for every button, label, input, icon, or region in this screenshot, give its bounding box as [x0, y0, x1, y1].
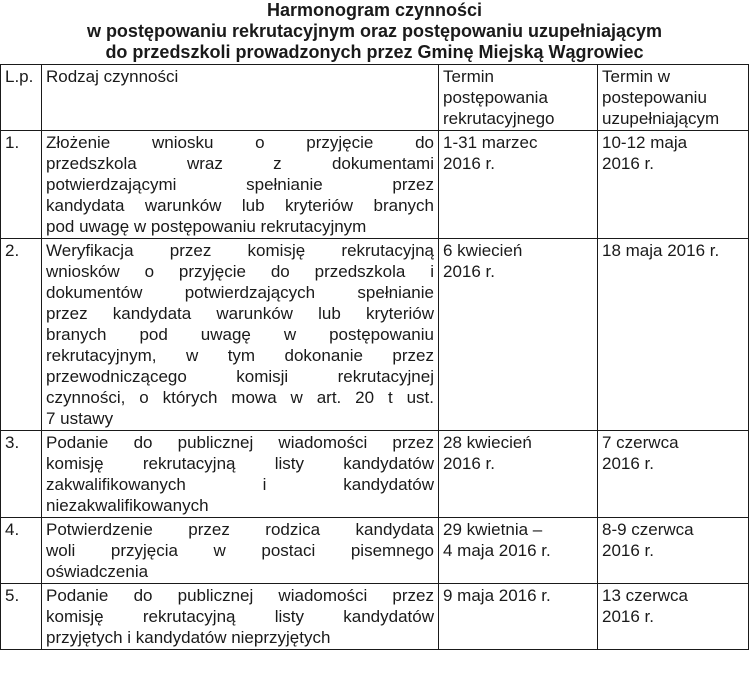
termin-uzupelniajacy: 13 czerwca 2016 r. — [598, 584, 749, 650]
description-line: przedszkola wraz z dokumentami — [46, 154, 434, 173]
activity-description — [42, 584, 439, 650]
description-line: Potwierdzenie przez rodzica kandydata — [46, 520, 434, 539]
row-number: 3. — [1, 431, 42, 518]
description-line: pod uwagę w postępowaniu rekrutacyjnym — [46, 217, 367, 236]
termin-rekrutacyjny: 6 kwiecień 2016 r. — [439, 239, 598, 431]
description-line: czynności, o których mowa w art. 20 t ust. — [46, 388, 434, 407]
description-line: rekrutacyjnym, w tym dokonanie przez — [46, 346, 434, 365]
description-line: Podanie do publicznej wiadomości przez — [46, 433, 434, 452]
description-line: potwierdzającymi spełnianie przez — [46, 175, 434, 194]
termin-rekrutacyjny: 28 kwiecień 2016 r. — [439, 431, 598, 518]
description-line: Złożenie wniosku o przyjęcie do — [46, 133, 434, 152]
description-line: Weryfikacja przez komisję rekrutacyjną — [46, 241, 434, 260]
row-number: 1. — [1, 131, 42, 239]
termin-uzupelniajacy: 7 czerwca 2016 r. — [598, 431, 749, 518]
description-line: zakwalifikowanych i kandydatów — [46, 475, 434, 494]
activity-description — [42, 431, 439, 518]
description-line: wniosków o przyjęcie do przedszkola i — [46, 262, 434, 281]
table-row — [1, 239, 749, 431]
description-line: komisję rekrutacyjną listy kandydatów — [46, 607, 434, 626]
termin-rekrutacyjny: 29 kwietnia – 4 maja 2016 r. — [439, 518, 598, 584]
title-line-2: w postępowaniu rekrutacyjnym oraz postępowaniu uzupełniającym — [86, 21, 663, 41]
table-row — [1, 431, 749, 518]
description-line: branych pod uwagę w postępowaniu — [46, 325, 434, 344]
table-row — [1, 131, 749, 239]
table-row — [1, 584, 749, 650]
header-lp: L.p. — [1, 65, 42, 131]
header-termin-rekrutacyjny: Termin postępowania rekrutacyjnego — [439, 65, 598, 131]
title-line-1: Harmonogram czynności — [266, 0, 483, 20]
row-number: 2. — [1, 239, 42, 431]
table-header-row — [1, 65, 749, 131]
termin-uzupelniajacy: 10-12 maja 2016 r. — [598, 131, 749, 239]
description-line: przez kandydata warunków lub kryteriów — [46, 304, 434, 323]
description-line: oświadczenia — [46, 562, 149, 581]
termin-uzupelniajacy: 18 maja 2016 r. — [598, 239, 749, 431]
header-rodzaj: Rodzaj czynności — [42, 65, 439, 131]
header-termin-uzupelniajacy: Termin w postepowaniu uzupełniającym — [598, 65, 749, 131]
activity-description — [42, 131, 439, 239]
termin-uzupelniajacy: 8-9 czerwca 2016 r. — [598, 518, 749, 584]
row-number: 5. — [1, 584, 42, 650]
description-line: przyjętych i kandydatów nieprzyjętych — [46, 628, 331, 647]
description-line: kandydata warunków lub kryteriów branych — [46, 196, 434, 215]
activity-description — [42, 239, 439, 431]
description-line: dokumentów potwierdzających spełnianie — [46, 283, 434, 302]
termin-rekrutacyjny: 1-31 marzec 2016 r. — [439, 131, 598, 239]
title-line-3: do przedszkoli prowadzonych przez Gminę Miejską Wągrowiec — [105, 42, 644, 62]
termin-rekrutacyjny: 9 maja 2016 r. — [439, 584, 598, 650]
description-line: woli przyjęcia w postaci pisemnego — [46, 541, 434, 560]
schedule-table — [0, 64, 749, 650]
description-line: Podanie do publicznej wiadomości przez — [46, 586, 434, 605]
description-line: komisję rekrutacyjną listy kandydatów — [46, 454, 434, 473]
activity-description — [42, 518, 439, 584]
description-line: przewodniczącego komisji rekrutacyjnej — [46, 367, 434, 386]
description-line: niezakwalifikowanych — [46, 496, 209, 515]
document-title — [0, 0, 749, 63]
table-row — [1, 518, 749, 584]
row-number: 4. — [1, 518, 42, 584]
description-line: 7 ustawy — [46, 409, 114, 428]
